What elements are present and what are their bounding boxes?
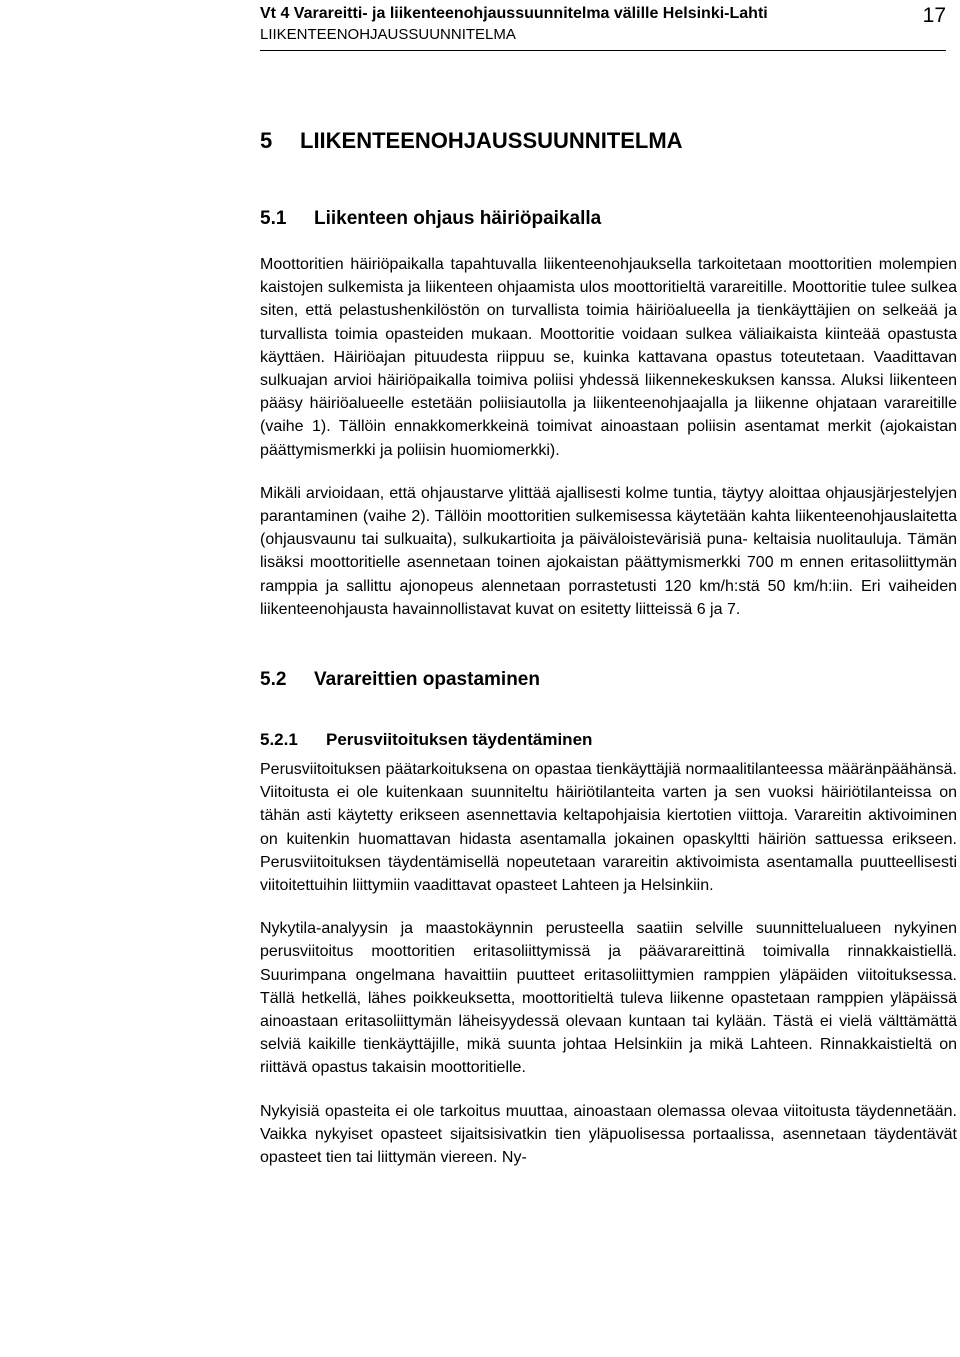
document-subtitle: LIIKENTEENOHJAUSSUUNNITELMA [260,26,516,43]
paragraph: Mikäli arvioidaan, että ohjaustarve ylittää ajallisesti kolme tuntia, täytyy aloittaa ohjausjärjestelyjen parantaminen (vaihe 2). Tällöin moottoritien sulkemisessa käytetään kahta liikenteenohjauslaitetta (ohjausvaunu tai sulkuaita), sulkukartioita ja päiväloistevärisiä puna- keltaisia nuolitauluja. Tämän lisäksi moottoritielle asennetaan toinen ajokaistan päättymismerkki 700 m ennen eritasoliittymän ramppia ja sallittu ajonopeus alennetaan porrastetusti 120 km/h:stä 50 km/h:iin. Eri vaiheiden liikenteenohjausta havainnollistavat kuvat on esitetty liitteissä 6 ja 7. [260,484,957,618]
section-number: 5.1 [260,208,287,229]
document-title: Vt 4 Varareitti- ja liikenteenohjaussuunnitelma välille Helsinki-Lahti [260,5,768,22]
section-title: Perusviitoituksen täydentäminen [326,730,593,750]
section-heading-5-1 [260,204,957,234]
page-content [260,124,957,1169]
paragraph: Nykytila-analyysin ja maastokäynnin perusteella saatiin selville suunnittelualueen nykyinen perusviitoitus moottoritien eritasoliittymissä ja päävarareittinä toimivalla rinnakkaistiellä. Suurimpana ongelmana havaittiin puutteet eritasoliittymien ramppien yläpäiden viitoituksessa. Tällä hetkellä, lähes poikkeuksetta, moottoritieltä tuleva liikenne opastetaan ramppien yläpäissä ainoastaan eritasoliittymän läheisyydessä olevaan kuntaan tai kylään. Tästä ei vielä välttämättä selviä kaikille tienkäyttäjille, mikä suunta johtaa Helsinkiin ja mikä Lahteen. Rinnakkaistieltä on riittävä opastus takaisin moottoritielle. [260,920,957,1077]
section-heading-5-2 [260,665,957,695]
page-header [260,4,946,51]
section-number: 5.2 [260,669,287,691]
section-heading-5-2-1 [260,727,957,753]
page-number: 17 [922,4,946,27]
section-heading-5 [260,124,957,158]
paragraph: Nykyisiä opasteita ei ole tarkoitus muuttaa, ainoastaan olemassa olevaa viitoitusta täydennetään. Vaikka nykyiset opasteet sijaitsisivatkin tien yläpuolisessa portaalissa, asennetaan täydentävät opasteet tien tai liittymän viereen. Ny- [260,1102,957,1167]
section-title: Liikenteen ohjaus häiriöpaikalla [314,208,602,229]
section-number: 5 [260,128,273,153]
paragraph: Moottoritien häiriöpaikalla tapahtuvalla liikenteenohjauksella tarkoitetaan moottoritien molempien kaistojen sulkemista ja liikenteen ohjaamista ulos moottoritieltä varareitille. Moottoritie tulee sulkea siten, että pelastushenkilöstön on turvallista toimia häiriöalueella ja tienkäyttäjien on selkeää ja turvallista toimia opasteiden mukaan. Moottoritie voidaan sulkea väliaikaista kiinteää opastusta käyttäen. Häiriöajan pituudesta riippuu se, kuinka kattavana opastus toteutetaan. Vaadittavan sulkuajan arvioi häiriöpaikalla toimiva poliisi yhdessä liikennekeskuksen kanssa. Aluksi liikenteen pääsy häiriöalueelle estetään poliisiautolla ja liikenteenohjaajalla ja liikenne ohjataan varareitille (vaihe 1). Tällöin ennakkomerkkeinä toimivat ainoastaan poliisin asentamat merkit (ajokaistan päättymismerkki ja poliisin huomiomerkki). [260,256,957,459]
section-title: Varareittien opastaminen [314,669,540,691]
paragraph: Perusviitoituksen päätarkoituksena on opastaa tienkäyttäjiä normaalitilanteessa määränpäähänsä. Viitoitusta ei ole kuitenkaan suunniteltu häiriötilanteita varten ja sen vuoksi häiriötilanteissa on tähän asti käytetty erikseen asennettavia keltapohjaisia kiertotien viittoja. Varareitin aktivoiminen on kuitenkin huomattavan hidasta asentamalla jokainen opaskyltti häiriön sattuessa erikseen. Perusviitoituksen täydentämisellä nopeutetaan varareitin aktivoimista asentamalla puutteellisesti viitoitettuihin liittymiin vaadittavat opasteet Lahteen ja Helsinkiin. [260,761,957,895]
section-number: 5.2.1 [260,730,298,750]
section-title: LIIKENTEENOHJAUSSUUNNITELMA [300,128,683,153]
